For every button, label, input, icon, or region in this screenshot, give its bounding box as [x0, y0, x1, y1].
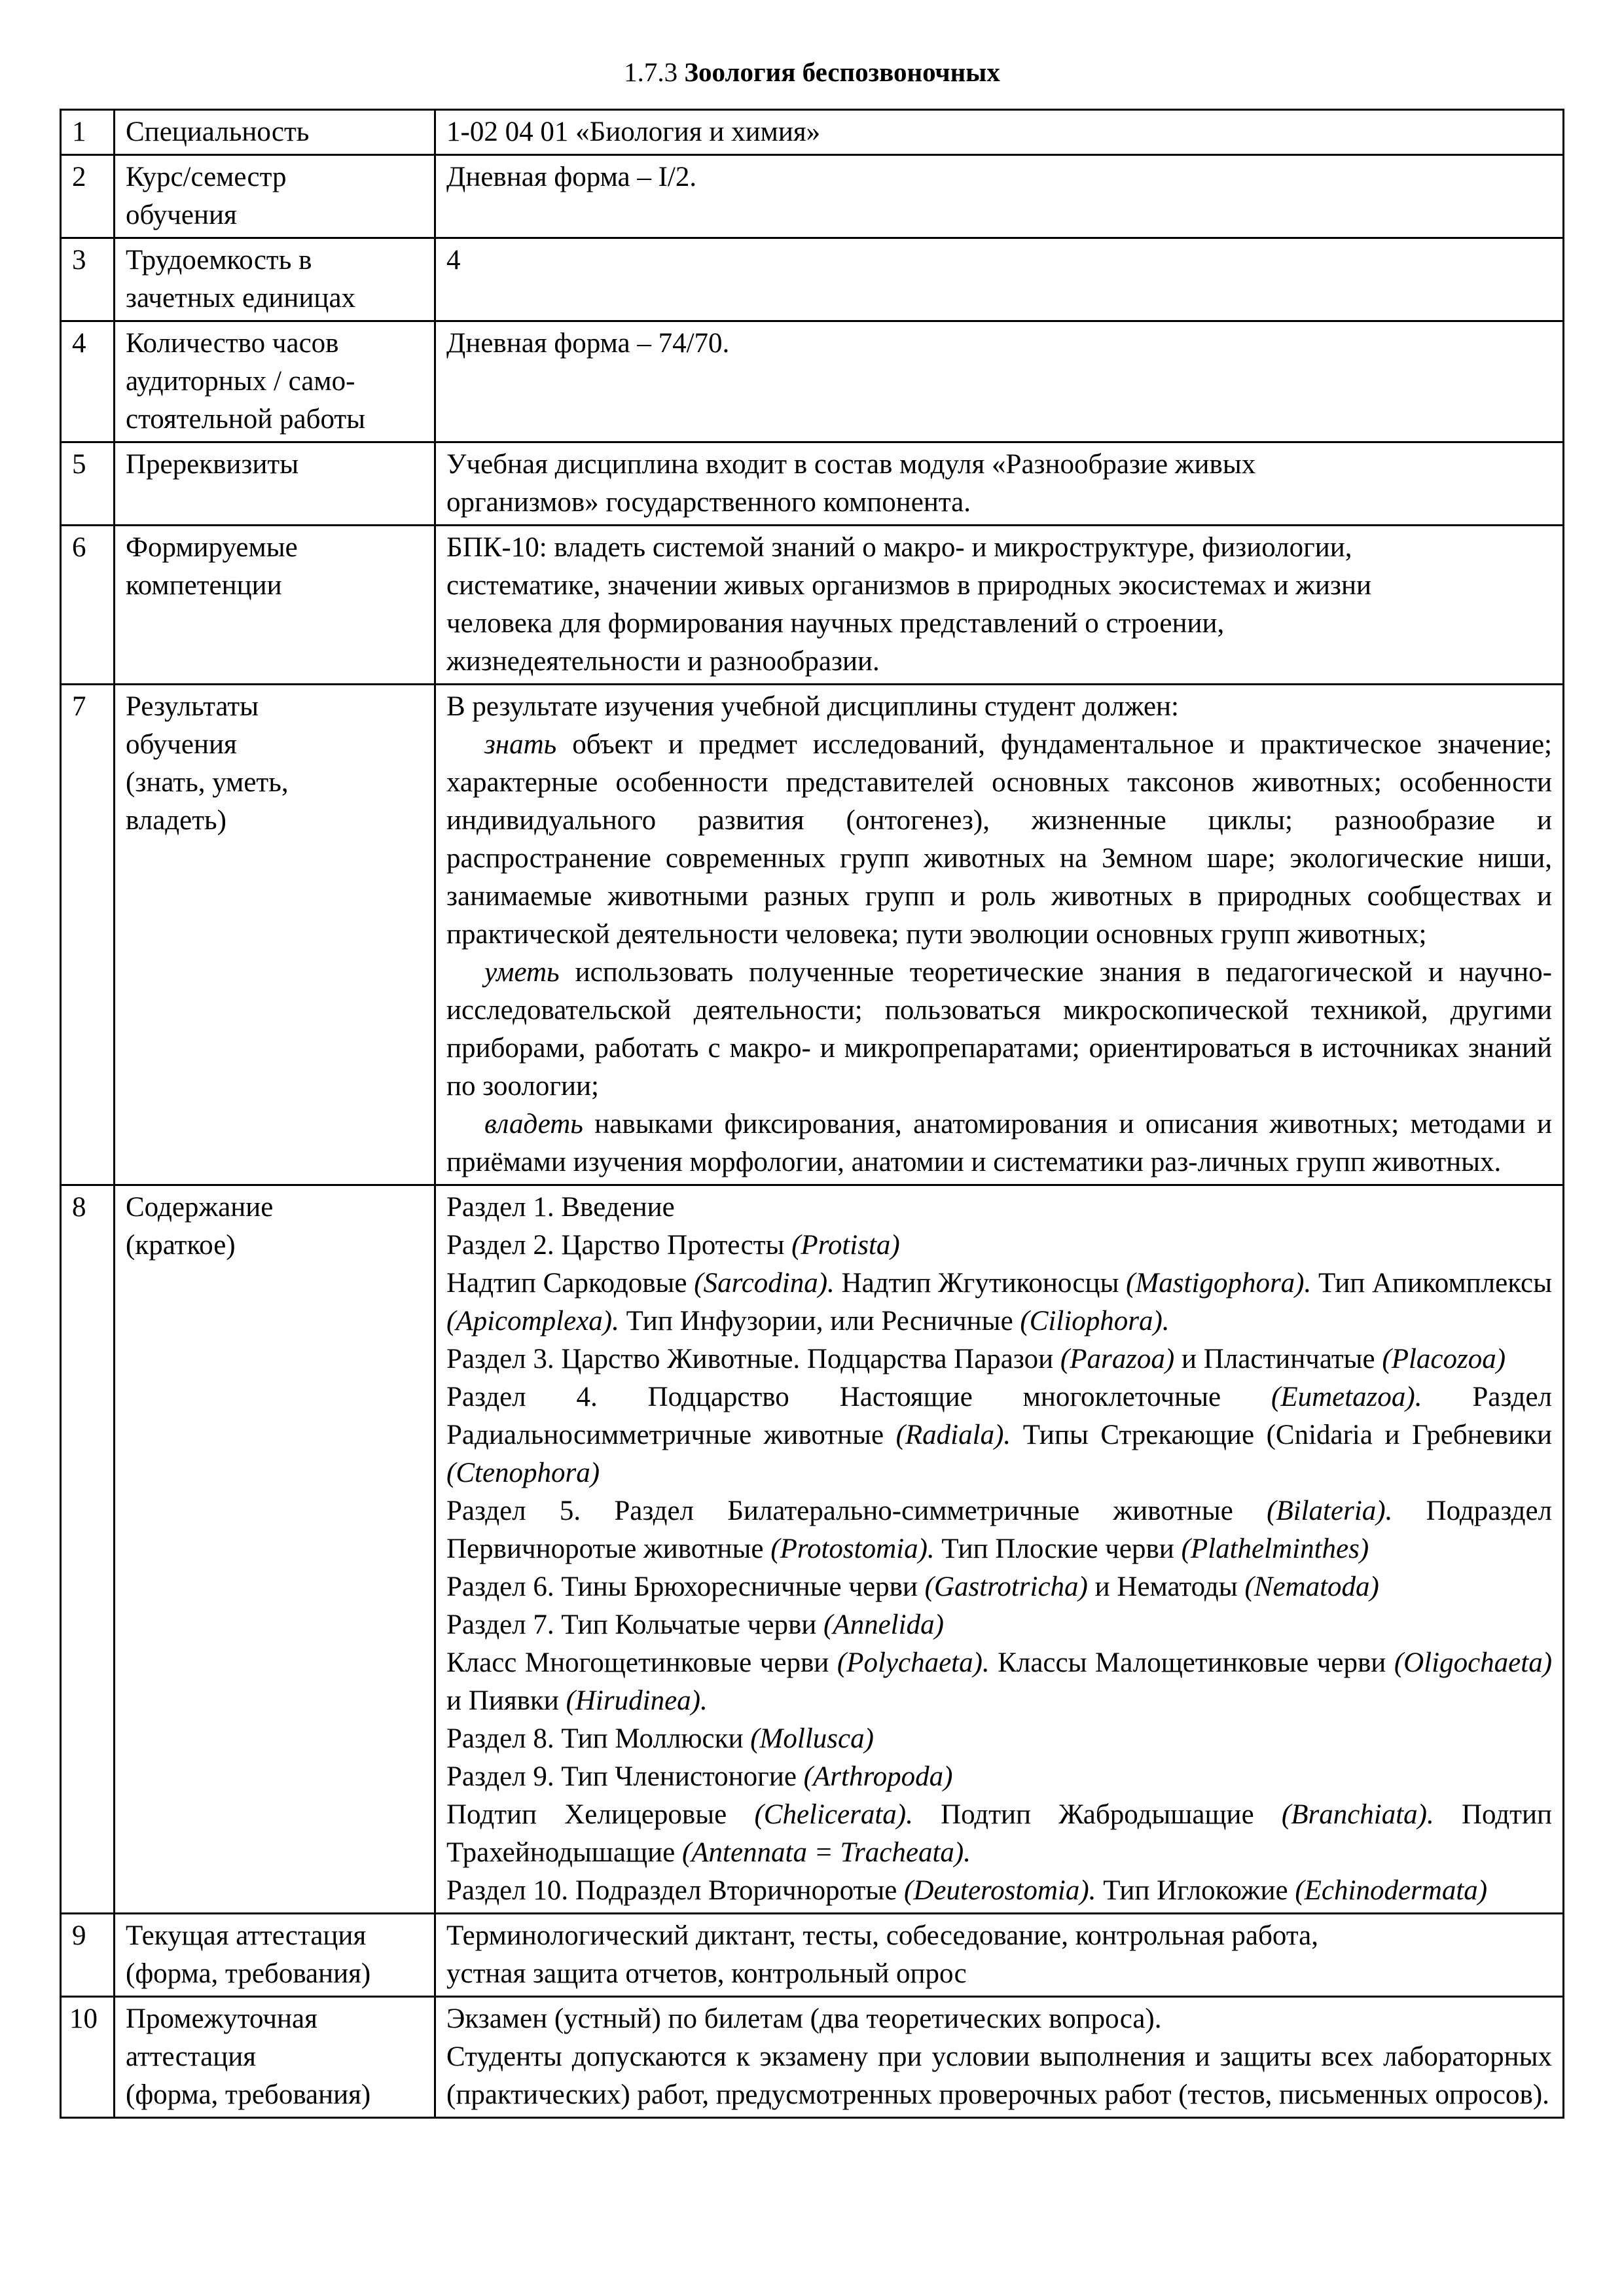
- section-text: и Нематоды: [1087, 1571, 1245, 1602]
- section-text: Раздел 5. Раздел Билатерально-симметричные животные: [446, 1496, 1267, 1526]
- row-value: [435, 526, 1564, 685]
- label-line: обучения: [126, 200, 237, 230]
- label-line: (форма, требования): [126, 2079, 371, 2110]
- section-text: Классы Малощетинковые черви: [989, 1647, 1394, 1678]
- exam-form: Экзамен (устный) по билетам (два теоретических вопроса).: [446, 2003, 1162, 2034]
- latin-name: (Parazoa): [1060, 1344, 1175, 1374]
- latin-name: (Ctenophora): [446, 1458, 600, 1488]
- table-row: [61, 442, 1564, 526]
- row-value: Дневная форма – I/2.: [435, 155, 1564, 238]
- latin-name: (Mollusca): [750, 1723, 874, 1754]
- latin-name: (Radiala).: [895, 1420, 1011, 1450]
- value-line: Учебная дисциплина входит в состав модуля «Разнообразие живых: [446, 449, 1256, 480]
- row-number: 3: [61, 238, 115, 321]
- row-label: [115, 238, 435, 321]
- row-label: [115, 155, 435, 238]
- section-7: [446, 1606, 1552, 1644]
- latin-name: (Ciliophora).: [1020, 1306, 1170, 1336]
- row-label: [115, 1914, 435, 1997]
- row-value: 4: [435, 238, 1564, 321]
- section-text: Тип Апикомплексы: [1311, 1268, 1553, 1299]
- section-text: Класс Многощетинковые черви: [446, 1647, 837, 1678]
- label-line: Промежуточная: [126, 2003, 317, 2034]
- row-value: [435, 442, 1564, 526]
- label-line: Специальность: [126, 117, 310, 147]
- section-4: [446, 1378, 1552, 1492]
- section-text: Подтип Хелицеровые: [446, 1799, 755, 1830]
- section-text: Типы Стрекающие (Cnidaria и Гребневики: [1011, 1420, 1552, 1450]
- row-number: 4: [61, 321, 115, 442]
- latin-name: (Polychaeta).: [837, 1647, 990, 1678]
- label-line: Количество часов: [126, 328, 339, 359]
- table-row: [61, 110, 1564, 155]
- row-number: 9: [61, 1914, 115, 1997]
- section-text: Раздел 10. Подраздел Вторичноротые: [446, 1875, 905, 1906]
- section-9: [446, 1758, 1552, 1796]
- exam-requirements: Студенты допускаются к экзамену при условии выполнения и защиты всех лабораторных (практических) работ, предусмотренных проверочных работ (тестов, письменных опросов).: [446, 2041, 1552, 2110]
- row-value: [435, 685, 1564, 1185]
- row-value: [435, 1185, 1564, 1914]
- label-line: обучения: [126, 729, 237, 760]
- row-number: 10: [61, 1997, 115, 2118]
- row-value: 1-02 04 01 «Биология и химия»: [435, 110, 1564, 155]
- table-row: [61, 321, 1564, 442]
- latin-name: (Arthropoda): [803, 1761, 953, 1792]
- latin-name: (Nematoda): [1244, 1571, 1379, 1602]
- title-number: 1.7.3: [624, 57, 678, 87]
- section-text: Подтип Жабродышащие: [912, 1799, 1282, 1830]
- section-text: Подтип Трахейнодышащие: [446, 1799, 1552, 1868]
- section-text: Тип Инфузории, или Ресничные: [619, 1306, 1020, 1336]
- syllabus-table: [60, 109, 1564, 2119]
- row-value: [435, 1914, 1564, 1997]
- row-label: [115, 1185, 435, 1914]
- label-line: Пререквизиты: [126, 449, 299, 480]
- section-text: Тип Иглокожие: [1096, 1875, 1295, 1906]
- latin-name: (Protista): [791, 1230, 900, 1261]
- label-line: компетенции: [126, 570, 282, 601]
- title-name: Зоология беспозвоночных: [684, 57, 1000, 87]
- latin-name: (Branchiata).: [1281, 1799, 1434, 1830]
- section-text: Раздел 6. Тины Брюхоресничные черви: [446, 1571, 925, 1602]
- label-line: Результаты: [126, 691, 259, 722]
- results-intro: В результате изучения учебной дисциплины студент должен:: [446, 691, 1180, 722]
- able-text: использовать полученные теоретические знания в педагогической и научно-исследовательской деятельности; пользоваться микроскопической техникой, другими приборами, работать с макро- и микропрепаратами; ориентироваться в источниках знаний по зоологии;: [446, 957, 1552, 1102]
- page-title: [0, 52, 1624, 92]
- results-know: [446, 726, 1552, 954]
- table-row: [61, 155, 1564, 238]
- know-text: объект и предмет исследований, фундаментальное и практическое значение; характерные особенности представителей основных таксонов животных; особенности индивидуального развития (онтогенез), жизненные циклы; разнообразие и распространение современных групп животных на Земном шаре; экологические ниши, занимаемые животными разных групп и роль животных в природных сообществах и практической деятельности человека; пути эволюции основных групп животных;: [446, 729, 1552, 950]
- row-label: [115, 1997, 435, 2118]
- section-text: Надтип Жгутиконосцы: [834, 1268, 1127, 1299]
- table-row: [61, 526, 1564, 685]
- table-row: [61, 1914, 1564, 1997]
- section-2: [446, 1227, 1552, 1265]
- label-line: (краткое): [126, 1230, 236, 1261]
- own-term: владеть: [484, 1109, 583, 1139]
- label-line: Формируемые: [126, 532, 298, 563]
- latin-name: (Plathelminthes): [1181, 1534, 1369, 1564]
- latin-name: (Protostomia).: [770, 1534, 935, 1564]
- section-2-detail: [446, 1265, 1552, 1340]
- know-term: знать: [484, 729, 557, 760]
- section-3: [446, 1340, 1552, 1378]
- section-9-detail: [446, 1796, 1552, 1872]
- latin-name: (Eumetazoa).: [1271, 1382, 1422, 1412]
- label-line: Содержание: [126, 1192, 274, 1223]
- value-line: человека для формирования научных представлений о строении,: [446, 608, 1225, 639]
- table-row: [61, 685, 1564, 1185]
- section-text: Раздел Радиальносимметричные животные: [446, 1382, 1552, 1450]
- value-line: систематике, значении живых организмов в природных экосистемах и жизни: [446, 570, 1371, 601]
- latin-name: (Annelida): [823, 1609, 944, 1640]
- row-label: [115, 110, 435, 155]
- section-text: Раздел 9. Тип Членистоногие: [446, 1761, 804, 1792]
- section-text: и Пиявки: [446, 1685, 566, 1716]
- latin-name: (Antennata = Tracheata).: [681, 1837, 971, 1868]
- value-line: БПК-10: владеть системой знаний о макро- и микроструктуре, физиологии,: [446, 532, 1352, 563]
- section-text: Раздел 2. Царство Протесты: [446, 1230, 792, 1261]
- section-text: Тип Плоские черви: [934, 1534, 1182, 1564]
- row-number: 2: [61, 155, 115, 238]
- row-value: [435, 1997, 1564, 2118]
- row-number: 6: [61, 526, 115, 685]
- section-text: Раздел 8. Тип Моллюски: [446, 1723, 751, 1754]
- label-line: (форма, требования): [126, 1958, 371, 1989]
- section-5: [446, 1492, 1552, 1568]
- section-8: [446, 1720, 1552, 1758]
- latin-name: (Oligochaeta): [1394, 1647, 1553, 1678]
- value-line: устная защита отчетов, контрольный опрос: [446, 1958, 967, 1989]
- label-line: зачетных единицах: [126, 283, 356, 314]
- label-line: (знать, уметь,: [126, 767, 289, 798]
- section-text: Раздел 4. Подцарство Настоящие многоклеточные: [446, 1382, 1271, 1412]
- section-text: Подраздел Первичноротые животные: [446, 1496, 1552, 1564]
- section-text: Раздел 7. Тип Кольчатые черви: [446, 1609, 824, 1640]
- row-number: 8: [61, 1185, 115, 1914]
- row-label: [115, 526, 435, 685]
- row-label: [115, 442, 435, 526]
- value-line: жизнедеятельности и разнообразии.: [446, 646, 880, 677]
- latin-name: (Mastigophora).: [1126, 1268, 1312, 1299]
- own-text: навыками фиксирования, анатомирования и описания животных; методами и приёмами изучения морфологии, анатомии и систематики раз-личных групп животных.: [446, 1109, 1552, 1177]
- row-label: [115, 685, 435, 1185]
- section-text: Надтип Саркодовые: [446, 1268, 695, 1299]
- row-number: 1: [61, 110, 115, 155]
- row-number: 7: [61, 685, 115, 1185]
- section-1: Раздел 1. Введение: [446, 1192, 675, 1223]
- label-line: Трудоемкость в: [126, 245, 312, 276]
- section-6: [446, 1568, 1552, 1606]
- latin-name: (Sarcodina).: [694, 1268, 835, 1299]
- section-10: [446, 1872, 1552, 1910]
- latin-name: (Gastrotricha): [924, 1571, 1088, 1602]
- row-number: 5: [61, 442, 115, 526]
- latin-name: (Hirudinea).: [566, 1685, 708, 1716]
- label-line: Курс/семестр: [126, 162, 287, 192]
- results-able: [446, 954, 1552, 1105]
- row-label: [115, 321, 435, 442]
- value-line: организмов» государственного компонента.: [446, 487, 971, 518]
- label-line: аудиторных / само-: [126, 366, 355, 397]
- latin-name: (Deuterostomia).: [904, 1875, 1096, 1906]
- label-line: аттестация: [126, 2041, 257, 2072]
- latin-name: (Bilateria).: [1267, 1496, 1393, 1526]
- latin-name: (Chelicerata).: [754, 1799, 913, 1830]
- able-term: уметь: [484, 957, 560, 988]
- results-own: [446, 1105, 1552, 1181]
- table-row: [61, 238, 1564, 321]
- section-text: Раздел 3. Царство Животные. Подцарства Паразои: [446, 1344, 1060, 1374]
- latin-name: (Placozoa): [1382, 1344, 1506, 1374]
- section-text: и Пластинчатые: [1174, 1344, 1382, 1374]
- latin-name: (Apicomplexa).: [446, 1306, 619, 1336]
- label-line: стоятельной работы: [126, 404, 366, 435]
- label-line: владеть): [126, 805, 226, 836]
- section-7-detail: [446, 1644, 1552, 1720]
- latin-name: (Echinodermata): [1295, 1875, 1488, 1906]
- table-row: [61, 1997, 1564, 2118]
- row-value: Дневная форма – 74/70.: [435, 321, 1564, 442]
- value-line: Терминологический диктант, тесты, собеседование, контрольная работа,: [446, 1920, 1318, 1951]
- table-row: [61, 1185, 1564, 1914]
- label-line: Текущая аттестация: [126, 1920, 367, 1951]
